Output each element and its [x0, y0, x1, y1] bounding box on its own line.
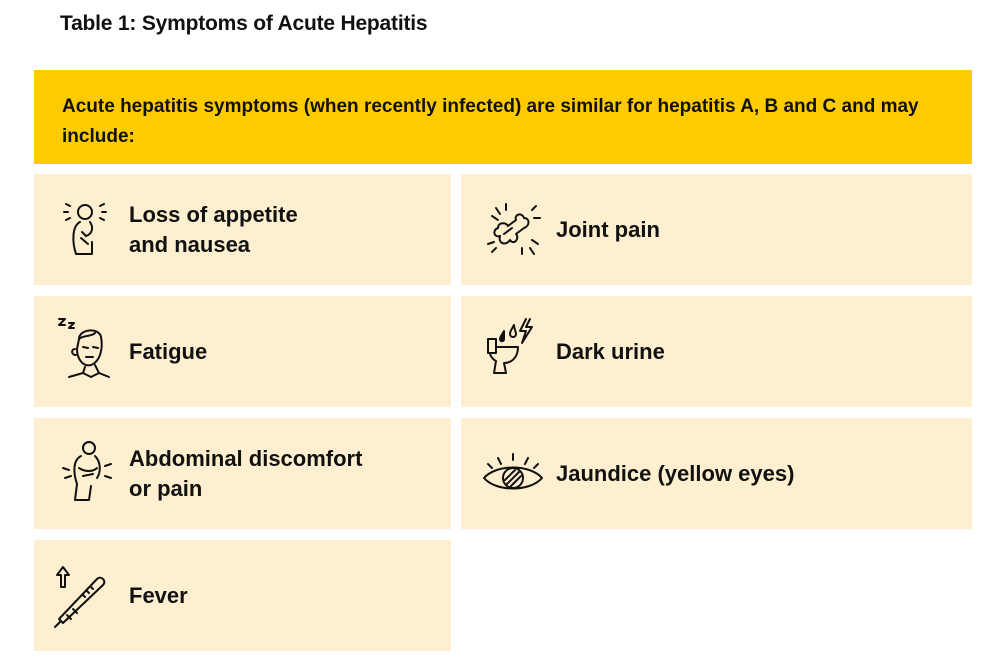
symptom-label-dark-urine: Dark urine — [556, 339, 665, 364]
page-title: Table 1: Symptoms of Acute Hepatitis — [60, 12, 428, 35]
symptom-label-appetite: Loss of appetite and nausea — [129, 202, 298, 257]
symptom-label-fatigue: Fatigue — [129, 339, 208, 364]
symptom-label-fever: Fever — [129, 583, 188, 608]
eye-icon — [481, 444, 545, 504]
symptom-card-dark-urine — [461, 296, 972, 407]
toilet-urine-icon — [483, 318, 543, 378]
symptom-label-abdominal: Abdominal discomfort or pain — [129, 446, 363, 501]
intro-banner-text: Acute hepatitis symptoms (when recently infected) are similar for hepatitis A, B and C and may include: — [62, 96, 919, 147]
symptom-card-fever — [34, 540, 451, 651]
thermometer-icon — [52, 560, 116, 630]
joint-pain-icon — [485, 198, 543, 258]
tired-face-icon — [56, 314, 116, 380]
symptom-card-fatigue — [34, 296, 451, 407]
intro-banner — [34, 70, 972, 164]
nausea-person-icon — [60, 198, 110, 258]
symptom-label-joint-pain: Joint pain — [556, 217, 660, 242]
symptom-card-appetite — [34, 174, 451, 285]
symptom-label-jaundice: Jaundice (yellow eyes) — [556, 461, 795, 486]
symptom-card-joint-pain — [461, 174, 972, 285]
abdominal-pain-icon — [58, 438, 114, 504]
symptom-card-jaundice — [461, 418, 972, 529]
symptom-card-abdominal — [34, 418, 451, 529]
